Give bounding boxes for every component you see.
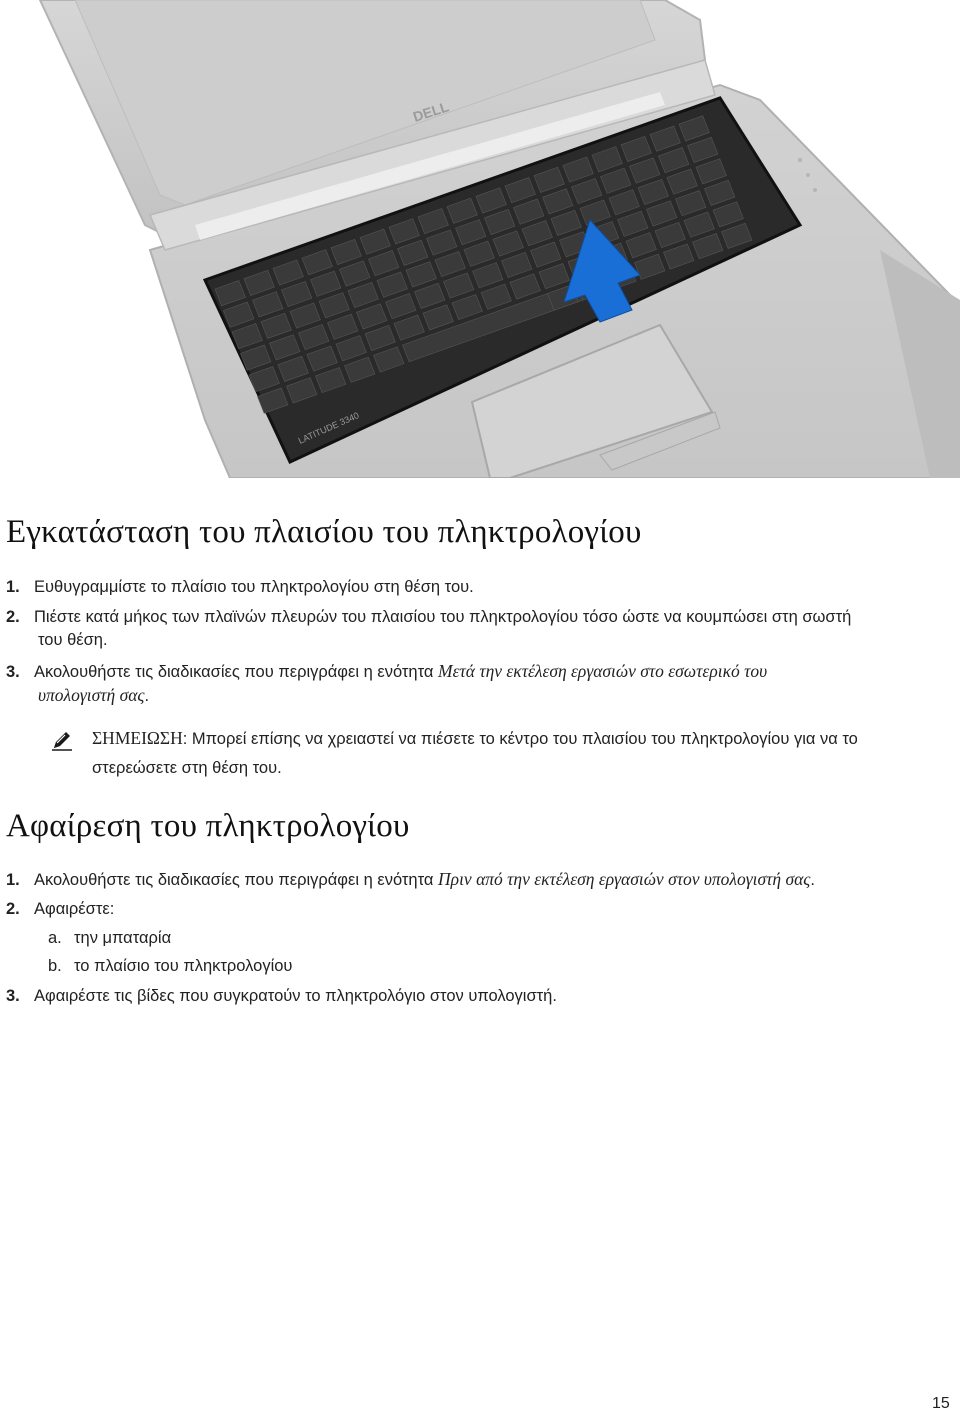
remove-step-2	[6, 898, 951, 921]
remove-step-3	[6, 985, 951, 1008]
model-label: LATITUDE 3340	[296, 410, 361, 446]
step-text: Ακολουθήστε τις διαδικασίες που περιγράφει η ενότητα	[34, 871, 439, 889]
pencil-note-icon	[50, 728, 74, 752]
substep-letter: b.	[48, 957, 62, 975]
step-text: Ευθυγραμμίστε το πλαίσιο του πληκτρολογίου στη θέση του.	[34, 578, 474, 596]
remove-step-1	[6, 868, 951, 892]
step-number: 1.	[6, 871, 20, 889]
cross-reference-link-continued[interactable]: υπολογιστή σας	[38, 685, 145, 705]
step-text: Ακολουθήστε τις διαδικασίες που περιγράφει η ενότητα	[34, 663, 439, 681]
remove-substep-b	[48, 955, 292, 978]
step-text-end: .	[810, 871, 815, 889]
brand-logo: DELL	[410, 98, 451, 125]
step-text: Πιέστε κατά μήκος των πλαϊνών πλευρών του πλαισίου του πληκτρολογίου τόσο ώστε να κουμπώσει στη σωστή	[34, 608, 852, 626]
note-label: ΣΗΜΕΙΩΣΗ	[92, 728, 183, 748]
step-number: 2.	[6, 900, 20, 918]
substep-text: την μπαταρία	[74, 929, 172, 947]
keyboard-lattice-figure	[0, 0, 960, 478]
step-text-end: .	[144, 687, 150, 705]
note-body: : Μπορεί επίσης να χρειαστεί να πιέσετε το κέντρο του πλαισίου του πληκτρολογίου για να το	[182, 730, 858, 748]
step-text: Αφαιρέστε τις βίδες που συγκρατούν το πληκτρολόγιο στον υπολογιστή.	[34, 987, 557, 1005]
note-body-continued: στερεώσετε στη θέση του.	[92, 759, 282, 777]
step-text-continued: του θέση.	[38, 631, 108, 649]
step-number: 1.	[6, 578, 20, 596]
step-text: Αφαιρέστε:	[34, 900, 115, 918]
install-step-1	[6, 576, 951, 599]
cross-reference-link[interactable]: Πριν από την εκτέλεση εργασιών στον υπολογιστή σας	[438, 869, 811, 889]
substep-letter: a.	[48, 929, 62, 947]
page-number: 15	[932, 1395, 950, 1412]
substep-text: το πλαίσιο του πληκτρολογίου	[74, 957, 293, 975]
install-step-3	[6, 660, 951, 708]
section-title-remove: Αφαίρεση του πληκτρολογίου	[6, 808, 410, 844]
step-number: 3.	[6, 663, 20, 681]
note-text	[92, 724, 960, 783]
laptop-illustration	[0, 0, 960, 478]
remove-substep-a	[48, 927, 171, 950]
step-number: 3.	[6, 987, 20, 1005]
section-title-install: Εγκατάσταση του πλαισίου του πληκτρολογίου	[6, 514, 642, 550]
step-number: 2.	[6, 608, 20, 626]
cross-reference-link[interactable]: Μετά την εκτέλεση εργασιών στο εσωτερικό του	[438, 661, 768, 681]
install-step-2	[6, 606, 951, 652]
